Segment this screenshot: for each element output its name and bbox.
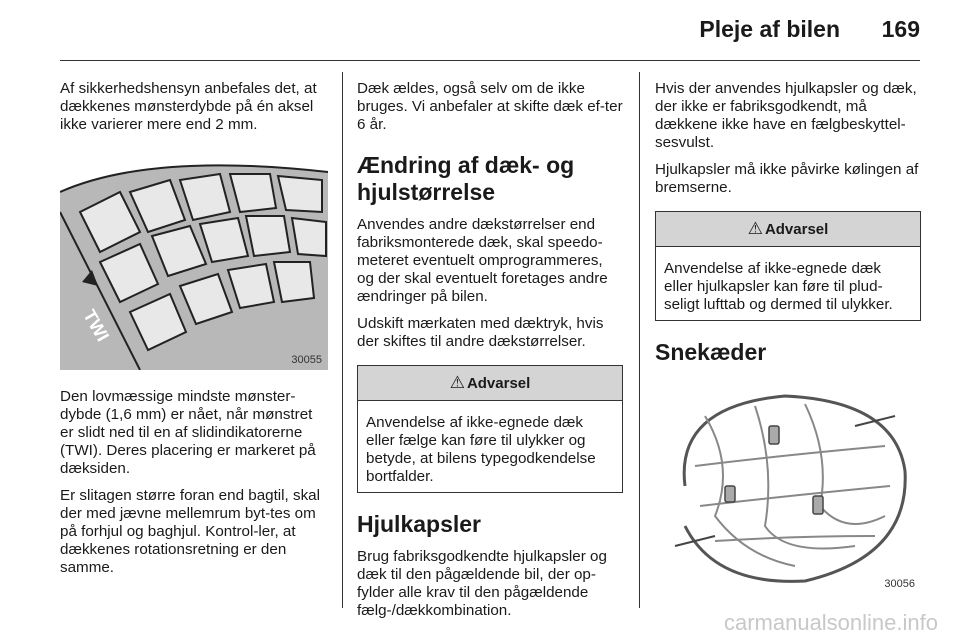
warning-header xyxy=(358,366,622,401)
snow-chains-illustration xyxy=(655,376,921,594)
page-title: Pleje af bilen xyxy=(699,16,840,42)
column-divider xyxy=(639,72,640,608)
page-number: 169 xyxy=(881,16,920,42)
column-2 xyxy=(357,80,623,629)
paragraph: Udskift mærkaten med dæktryk, hvis der skiftes til andre dækstørrelser. xyxy=(357,315,604,350)
warning-box xyxy=(357,365,623,493)
section-heading: Hjulkapsler xyxy=(357,511,481,537)
section-heading: Ændring af dæk- og hjulstørrelse xyxy=(357,152,575,205)
paragraph: Hvis der anvendes hjulkapsler og dæk, der ikke er fabriksgodkendt, må dækkene ikke have en fælgbeskyttel-sesvulst. xyxy=(655,80,917,151)
warning-icon: ⚠ xyxy=(747,219,763,238)
paragraph: Den lovmæssige mindste mønster-dybde (1,6 mm) er nået, når mønstret er slidt ned til en af slidindikatorerne (TWI). Deres placering er markeret på dæksiden. xyxy=(60,388,316,477)
figure-number: 30055 xyxy=(291,354,322,366)
paragraph: Anvendes andre dækstørrelser end fabriksmonterede dæk, skal speedo-meteret eventuelt omprogrammeres, og der skal eventuelt foretages andre ændringer på bilen. xyxy=(357,216,608,305)
figure-number: 30056 xyxy=(884,578,915,590)
page-header xyxy=(0,0,960,56)
warning-title: Advarsel xyxy=(764,220,829,238)
warning-box xyxy=(655,211,921,321)
header-rule xyxy=(60,60,920,61)
snow-chains-figure xyxy=(655,376,921,594)
paragraph: Er slitagen større foran end bagtil, skal der med jævne mellemrum byt-tes om på forhjul og baghjul. Kontrol-ler, at dækkenes rotationsretning er den samme. xyxy=(60,487,320,576)
section-heading: Snekæder xyxy=(655,339,767,365)
column-1 xyxy=(60,80,328,586)
paragraph: Af sikkerhedshensyn anbefales det, at dækkenes mønsterdybde på én aksel ikke varierer mere end 2 mm. xyxy=(60,80,317,133)
warning-icon: ⚠ xyxy=(449,373,465,392)
warning-text: Anvendelse af ikke-egnede dæk eller fælge kan føre til ulykker og betyde, at bilens typegodkendelse bortfalder. xyxy=(366,414,596,485)
warning-title: Advarsel xyxy=(466,374,531,392)
column-divider xyxy=(342,72,343,608)
watermark: carmanualsonline.info xyxy=(723,610,938,635)
column-3 xyxy=(655,80,921,594)
paragraph: Hjulkapsler må ikke påvirke kølingen af bremserne. xyxy=(655,161,919,196)
tire-tread-figure xyxy=(60,152,328,370)
paragraph: Brug fabriksgodkendte hjulkapsler og dæk til den pågældende bil, der op-fylder alle krav til den pågældende fælg-/dækkombination. xyxy=(357,548,607,619)
warning-header xyxy=(656,212,920,247)
paragraph: Dæk ældes, også selv om de ikke bruges. Vi anbefaler at skifte dæk ef-ter 6 år. xyxy=(357,80,623,133)
warning-text: Anvendelse af ikke-egnede dæk eller hjulkapsler kan føre til plud-seligt lufttab og dermed til ulykker. xyxy=(664,260,893,313)
tire-tread-illustration xyxy=(60,152,328,370)
twi-label: TWI xyxy=(79,306,114,345)
